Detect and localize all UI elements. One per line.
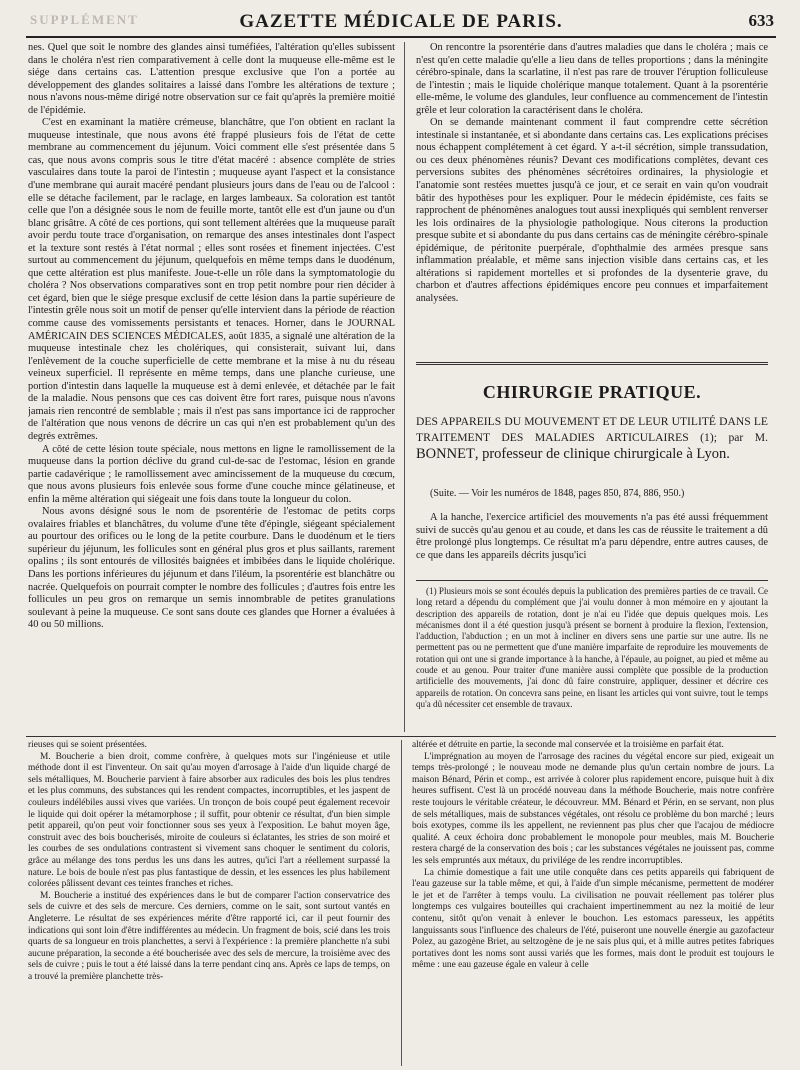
paragraph: On se demande maintenant comment il faut comprendre cette sécrétion intestinale si instantanée, et si abondante dans certains cas. Les explications précises nous échappent complétement à cet égard. Y a-t-il sécrétion, simple transsudation, ou ces deux phénomènes réunis? Devant ces modifications complètes, devant ces perversions subites des phénomènes sécrétoires ordinaires, la physiologie et l'anatomie sont restées muettes jusqu'à ce jour, et ce serait en vain qu'on voudrait bâtir des hypothèses pour les expliquer. Pour le médecin épidémiste, ces faits se rapprochent de phénomènes analogues tout aussi inexpliqués qui semblent renverser les lois ordinaires de la physiologie pathologique. Nous citerons la production presque subite et si abondante du pus dans certains cas de méningite cérébro-spinale épidémique, de péritonite puerpérale, d'ophthalmie des armées presque sans inflammation préalable, et même sans injection visible dans certains cas, et les altérations si rapidement mortelles et si profondes de la dysenterie grave, du charbon et d'autres affections épidémiques encore peu connues et imparfaitement analysées.: [416, 117, 768, 304]
paragraph: altérée et détruite en partie, la seconde mal conservée et la troisième en parfait état.: [412, 740, 724, 750]
right-column-top: [416, 42, 768, 352]
section-divider: [416, 362, 768, 365]
footnote: [416, 586, 768, 732]
page-number: 633: [748, 11, 774, 30]
column-divider: [401, 740, 402, 1066]
bottom-left-column: [28, 740, 390, 1066]
article-author: BONNET: [416, 446, 475, 462]
column-divider: [404, 42, 405, 732]
masthead: [26, 6, 776, 38]
paragraph: rieuses qui se soient présentées.: [28, 740, 147, 750]
paragraph: A côté de cette lésion toute spéciale, nous mettons en ligne le ramollissement de la muqueuse dans la portion déclive du grand cul-de-sac de l'estomac, lésion en grande partie cadavérique ; le ramollissement avec amincissement de la muqueuse du cœcum, que nous avons plusieurs fois enlevée sous forme d'une couche mince gélatineuse, et enfin la même altération qui siégeait une fois dans toute la longueur du colon.: [28, 443, 395, 505]
paragraph: nes. Quel que soit le nombre des glandes ainsi tuméfiées, l'altération qu'elles subissent dans le choléra n'est rien comparativement à celle dont la muqueuse elle-même est le siége dans certains cas. L'attention presque exclusive que l'on a portée au développement des glandes solitaires a laissé dans l'ombre les altérations de texture ; nous n'avons nous-même dirigé notre observation sur ce fait qu'après la première moitié de l'épidémie.: [28, 42, 395, 116]
section-heading: CHIRURGIE PRATIQUE.: [482, 382, 702, 402]
paragraph: L'imprégnation au moyen de l'arrosage des racines du végétal encore sur pied, exigeait un temps très-prolongé ; le nouveau mode ne demande plus qu'un certain nombre de jours. La maison Bénard, Périn et comp., est arrivée à colorer plus rapidement encore, puisque huit à dix heures suffisent. C'est là un procédé nouveau dans la méthode Boucherie, mais notre confrère reste toujours le véritable créateur, le découvreur. MM. Bénard et Périn, en se servant, non plus de sels métalliques, mais de substances végétales, ont résolu ce problème du bon marché ; leurs bois exotypes, comme ils les appellent, ne reviennent pas plus cher que l'acajou de médiocre qualité. A ceux échoira donc probablement le monopole pour meubles, mais M. Boucherie restera chargé de la conservation des bois ; car les substances végétales ne jouissent pas, comme les sels empruntés aux métaux, du privilége de les rendre incorruptibles.: [412, 751, 774, 866]
journal-title: GAZETTE MÉDICALE DE PARIS.: [239, 11, 563, 32]
paragraph: Nous avons désigné sous le nom de psorentérie de l'estomac de petits corps ovalaires friables et blanchâtres, du volume d'une tête d'épingle, siégeant spécialement au pourtour des orifices ou le long de la petite courbure. Dans le duodénum et le tiers supérieur du jéjunum, les follicules sont en général plus gros et plus saillants, rarement opalins ; ils sont entourés de villosités baignées et imbibées dans le liquide cholérique. Dans les portions inférieures du jéjunum et dans l'iléum, la psorentérie est blanchâtre ou nacrée. Quelquefois on pourrait compter le nombre des follicules ; d'autres fois entre les follicules un peu gros on remarque un semis innombrable de petites granulations soulevant à peine la muqueuse. Ce sont sans doute ces glandes que Horner a évaluées à 40 ou 50 millions.: [28, 506, 395, 631]
paragraph: M. Boucherie a institué des expériences dans le but de comparer l'action conservatrice des sels de cuivre et des sels de mercure. Ces derniers, comme on le sait, sont surtout vantés en Angleterre. Le résultat de ses expériences mérite d'être rapporté ici, car il peut fournir des indications qui sont loin d'être indifférentes au médecin. Un fragment de bois, scié dans les trois quarts de sa longueur en trois planchettes, a servi à l'expérience : la première planchette n'a subi aucune préparation, la seconde a été boucherisée avec des sels de mercure, la troisième avec des sels de cuivre ; puis le tout a été laissé dans la terre pendant cinq ans. Après ce laps de temps, on a trouvé la première planchette très-: [28, 890, 390, 982]
article-author-affiliation: , professeur de clinique chirurgicale à Lyon.: [474, 446, 730, 462]
article-title: [416, 414, 768, 463]
paragraph: La chimie domestique a fait une utile conquête dans ces petits appareils qui fabriquent de l'eau gazeuse sur la table même, et qui, à l'aide d'un simple mécanisme, permettent de modérer le jet et de l'arrêter à temps voulu. La civilisation ne pouvait réellement pas tolérer plus longtemps ces vulgaires bouteilles qui crachaient impertinemment au nez la moitié de leur contenu, sitôt qu'on venait à enlever le bouchon. Les estomacs paresseux, les appétits languissants sous l'influence des chaleurs de l'été, puiseront une nouvelle énergie au gazofacteur Polez, au gazogène Briet, au seltzogène de je ne sais plus qui, et à mille autres petites fabriques portatives dont les noms sont aussi variés que les formes, mais dont le produit est toujours le même : une eau gazeuse égale en valeur à celle: [412, 867, 774, 971]
bottom-right-column: [412, 740, 774, 1066]
paragraph: A la hanche, l'exercice artificiel des mouvements n'a pas été aussi fréquemment suivi de succès qu'au genou et au coude, et dans les cas de réussite le traitement a dû être prolongé plus longtemps. Ce résultat m'a paru dépendre, entre autres causes, de ce que dans les appareils décrits jusqu'ici: [416, 512, 768, 561]
footnote-divider: [416, 580, 768, 581]
paragraph: On rencontre la psorentérie dans d'autres maladies que dans le choléra ; mais ce n'est qu'en cette maladie qu'elle a lieu dans de telles proportions ; dans la méningite cérébro-spinale, dans la scarlatine, il n'est pas rare de trouver l'éruption folliculeuse de l'intestin ; mais le liquide cholérique manque totalement. Quant à la psorentérie elle-même, le volume des glandules, leur confluence au commencement de l'intestin grêle et leur coloration la caractérisent dans le choléra.: [416, 42, 768, 116]
left-column: [28, 42, 395, 734]
paragraph: C'est en examinant la matière crémeuse, blanchâtre, que l'on obtient en raclant la muqueuse intestinale, que nous avons été frappé plusieurs fois de l'état de cette membrane au commencement du jéjunum. Voici comment elle s'est présentée dans 5 cas, que nous avons compris sous le titre d'état macéré : absence complète de stries vasculaires dans toute la paroi de l'intestin ; muqueuse ayant l'aspect et la consistance d'une membrane qui aurait macéré pendant plusieurs jours dans de l'eau ou de l'alcool : elle se détache facilement, par le raclage, en larges lambeaux. Sa coloration est tantôt celle que l'on a désignée sous le nom de feuille morte, tantôt elle est d'un jaune ou d'un blanc grisâtre. A côté de ces portions, qui sont tellement altérées que la muqueuse paraît avoir perdu toute trace d'organisation, on remarque des anses intestinales dont l'aspect et la texture sont restés à l'état normal ; elles sont rosées et finement injectées. C'est surtout au commencement du jéjunum, quelquefois en même temps dans le duodénum, que cette altération est plus manifeste. Joue-t-elle un rôle dans la symptomatologie du choléra ? Nos observations comparatives sont en trop petit nombre pour rien décider à cet égard, bien que le siége presque exclusif de cette lésion dans la partie supérieure de l'intestin grêle nous soit un motif de penser qu'elle intervient dans la période de réaction comme cause des vomissements persistants et tenaces. Horner, dans le JOURNAL AMÉRICAIN DES SCIENCES MÉDICALES, août 1835, a signalé une altération de la muqueuse intestinale chez les cholériques, qui consisterait, suivant lui, dans l'enlèvement de la couche superficielle de cette membrane et la mise à nu du réseau veineux superficiel. Il représente en même temps, dans une planche curieuse, une portion d'intestin dans laquelle la muqueuse est à demi enlevée, et détachée par le fait de la maladie. Nous pensons que ces cas doivent être fort rares, puisque nous n'avons jamais rien rencontré de semblable ; mais il n'est pas sans importance ici de rapprocher de l'altération que nous venons de décrire un cas qui n'en est probablement qu'un des degrés extrêmes.: [28, 117, 395, 442]
article-title-main: DES APPAREILS DU MOUVEMENT ET DE LEUR UTILITÉ DANS LE TRAITEMENT DES MALADIES ARTICULAIRES (1); par M.: [416, 415, 768, 444]
paragraph: M. Boucherie a bien droit, comme confrère, à quelques mots sur l'ingénieuse et utile méthode dont il est l'inventeur. On sait qu'au moyen d'arrosage à l'aide d'un liquide chargé de sels métalliques, M. Boucherie parvient à faire absorber aux radicules des bois les plus tendres et les plus communs, des substances qui les rendent compactes, incorruptibles, et les jaspent de couleurs indélébiles aussi vives que variées. Un tronçon de bois coupé peut également recevoir le liquide qui doit opérer la métamorphose ; il suffit, pour obtenir ce résultat, d'un bien simple petit appareil, qu'on peut voir fonctionner sous ses yeux à l'exposition. Le bahut moyen âge, construit avec des bois boucherisés, miroite de couleurs si éclatantes, les stries de son moiré et les courbes de ses ondulations contrastent si vivement sans choquer le sentiment du coloris, grâce au mélange des tons perdus les uns dans les autres, qu'ici l'art a réellement surpassé la nature. Le bois de boule n'est pas plus fantastique de dessin, et les essences les plus habilement colorées pâlissent devant ces teintes franches et riches.: [28, 751, 390, 890]
footnote-text: (1) Plusieurs mois se sont écoulés depuis la publication des premières parties de ce travail. Ce long retard a dépendu du complément que j'ai voulu donner à mon mémoire en y ajoutant la description des appareils de rotation, dont je n'ai eu l'idée que depuis quelques mois. Les mécanismes dont il a été question jusqu'à présent se bornent à produire la flexion, l'extension, l'adduction, l'abduction ; en un mot à incliner en divers sens une partie sur une autre. Ils ne permettent pas ou ne permettent que d'une manière imparfaite de reproduire les mouvements de rotation qui ont une si grande importance à la hanche, à l'épaule, au poignet, au pied et même au coude et au genou. Pour traiter d'une manière aussi complète que possible de la production artificielle des mouvements, j'ai donc dû faire construire, appliquer, dessiner et décrire ces appareils de rotation. On concevra sans peine, en lisant les articles qui vont suivre, tout le temps qu'a dû nécessiter cet ensemble de travaux.: [416, 586, 768, 709]
article-continuation-note: (Suite. — Voir les numéros de 1848, pages 850, 874, 886, 950.): [430, 488, 685, 499]
supplement-label: SUPPLÉMENT: [30, 12, 139, 27]
article-intro: [416, 512, 768, 572]
feuilleton-divider: [26, 736, 776, 737]
